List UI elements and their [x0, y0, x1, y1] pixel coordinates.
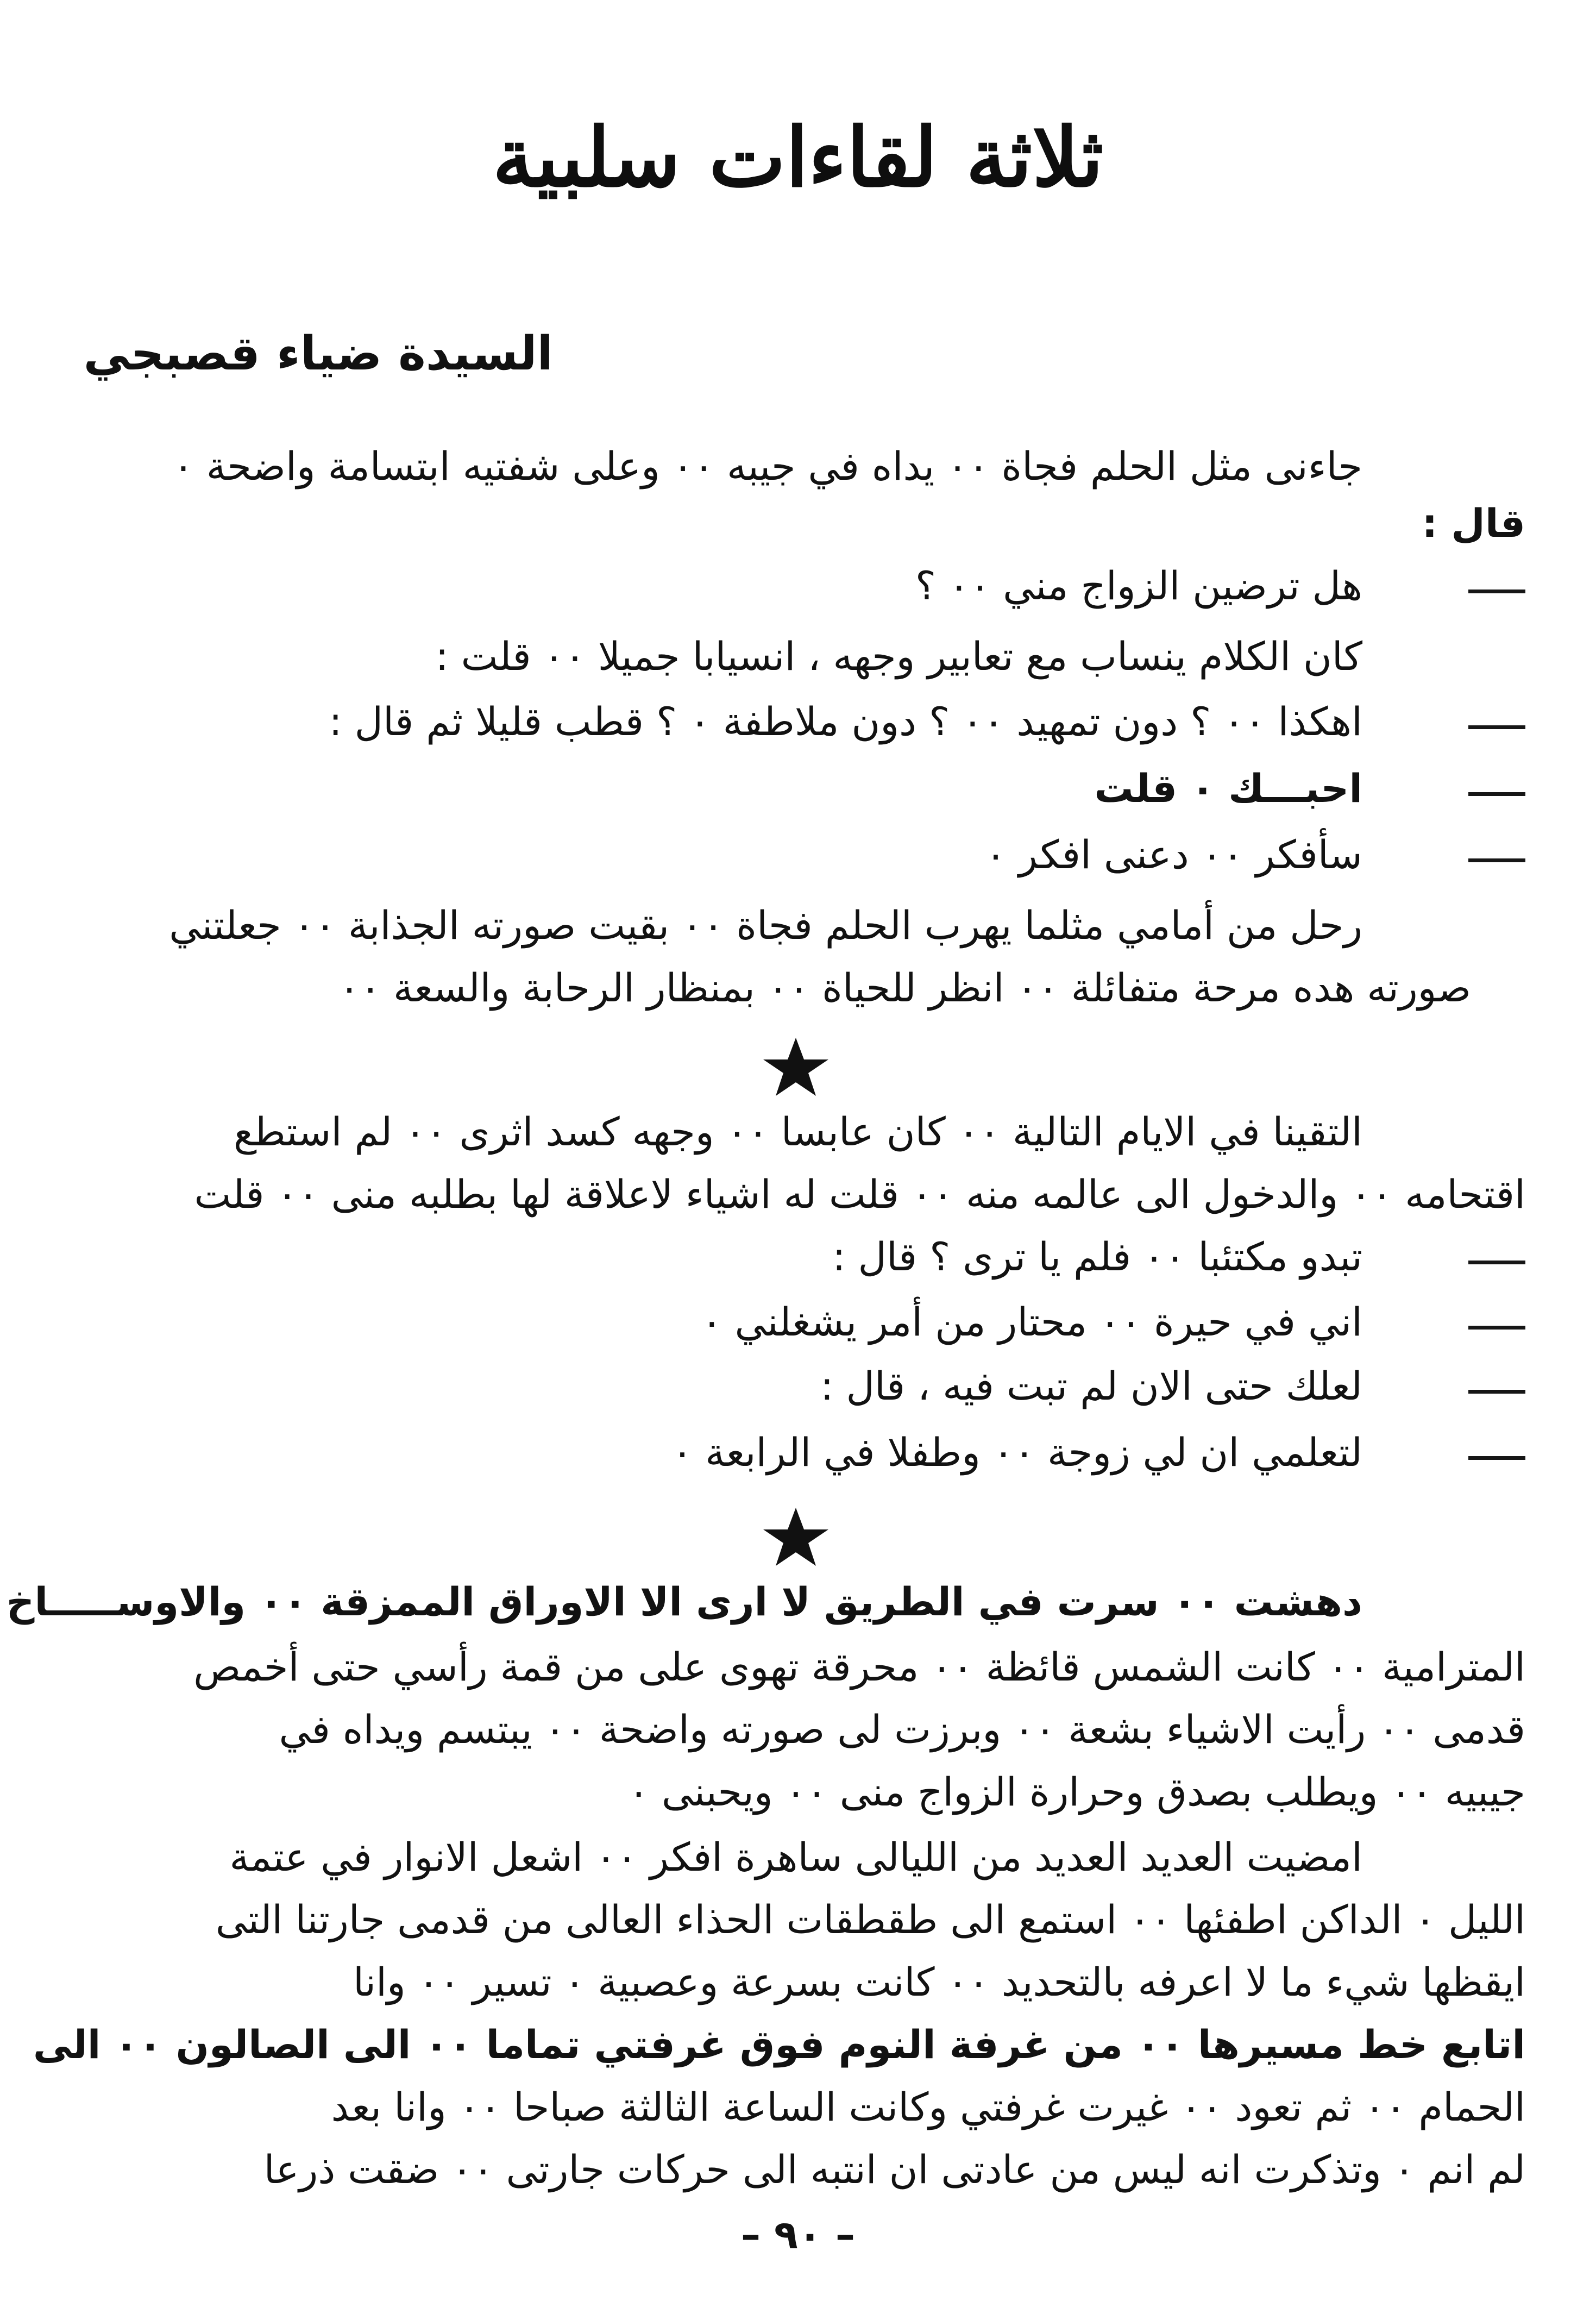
- dialogue-dash: [1468, 590, 1525, 593]
- text-line: التقينا في الايام التالية ٠٠ كان عابسا ٠٠ وجهه كسد اثرى ٠٠ لم استطع: [234, 1109, 1362, 1155]
- text-line: امضيت العديد العديد من الليالى ساهرة افكر ٠٠ اشعل الانوار في عتمة: [229, 1834, 1362, 1880]
- text-line: جيبيه ٠٠ ويطلب بصدق وحرارة الزواج منى ٠٠ ويحبنى ٠: [628, 1769, 1525, 1815]
- text-line: الليل ٠ الداكن اطفئها ٠٠ استمع الى طقطقات الحذاء العالى من قدمى جارتنا التى: [215, 1897, 1525, 1942]
- dialogue-line: لعلك حتى الان لم تبت فيه ، قال :: [820, 1363, 1362, 1409]
- star-icon: [752, 1505, 839, 1570]
- text-line: دهشت ٠٠ سرت في الطريق لا ارى الا الاوراق الممزقة ٠٠ والاوســـــاخ: [6, 1579, 1362, 1625]
- star-icon: [752, 1035, 839, 1100]
- text-line: قدمى ٠٠ رأيت الاشياء بشعة ٠٠ وبرزت لى صورته واضحة ٠٠ يبتسم ويداه في: [279, 1707, 1525, 1752]
- dialogue-line: اهكذا ٠٠ ؟ دون تمهيد ٠٠ ؟ دون ملاطفة ٠ ؟ قطب قليلا ثم قال :: [329, 699, 1362, 744]
- dialogue-dash: [1468, 858, 1525, 862]
- text-line: رحل من أمامي مثلما يهرب الحلم فجاة ٠٠ بقيت صورته الجذابة ٠٠ جعلتني: [169, 902, 1362, 948]
- text-line: المترامية ٠٠ كانت الشمس قائظة ٠٠ محرقة تهوى على من قمة رأسي حتى أخمص: [193, 1644, 1525, 1690]
- page-number: – ٩٠ –: [740, 2212, 856, 2258]
- dialogue-dash: [1468, 1456, 1525, 1460]
- page-title: ثلاثة لقاءات سلبية: [492, 110, 1104, 205]
- text-line: قال :: [1422, 500, 1525, 546]
- dialogue-line: تبدو مكتئبا ٠٠ فلم يا ترى ؟ قال :: [832, 1234, 1362, 1280]
- text-line: ايقظها شيء ما لا اعرفه بالتحديد ٠٠ كانت بسرعة وعصبية ٠ تسير ٠٠ وانا: [353, 1959, 1525, 2005]
- text-line: اتابع خط مسيرها ٠٠ من غرفة النوم فوق غرفتي تماما ٠٠ الى الصالون ٠٠ الى: [33, 2022, 1525, 2067]
- dialogue-dash: [1468, 1326, 1525, 1330]
- dialogue-line: لتعلمي ان لي زوجة ٠٠ وطفلا في الرابعة ٠: [671, 1429, 1362, 1475]
- dialogue-line: سأفكر ٠٠ دعنى افكر ٠: [985, 832, 1362, 877]
- dialogue-line: هل ترضين الزواج مني ٠٠ ؟: [915, 563, 1362, 609]
- dialogue-dash: [1468, 725, 1525, 729]
- text-line: الحمام ٠٠ ثم تعود ٠٠ غيرت غرفتي وكانت الساعة الثالثة صباحا ٠٠ وانا بعد: [331, 2084, 1525, 2130]
- text-line: لم انم ٠ وتذكرت انه ليس من عادتى ان انتبه الى حركات جارتى ٠٠ ضقت ذرعا: [263, 2147, 1525, 2192]
- text-line: اقتحامه ٠٠ والدخول الى عالمه منه ٠٠ قلت له اشياء لاعلاقة لها بطلبه منى ٠٠ قلت: [194, 1171, 1525, 1217]
- text-line: صورته هده مرحة متفائلة ٠٠ انظر للحياة ٠٠ بمنظار الرحابة والسعة ٠٠: [338, 965, 1471, 1011]
- dialogue-dash: [1468, 1390, 1525, 1394]
- dialogue-line: اني في حيرة ٠٠ محتار من أمر يشغلني ٠: [701, 1299, 1362, 1345]
- dialogue-dash: [1468, 792, 1525, 796]
- text-line: جاءنى مثل الحلم فجاة ٠٠ يداه في جيبه ٠٠ وعلى شفتيه ابتسامة واضحة ٠: [173, 443, 1362, 489]
- author-name: السيدة ضياء قصبجي: [83, 327, 553, 381]
- text-line: كان الكلام ينساب مع تعابير وجهه ، انسيابا جميلا ٠٠ قلت :: [435, 634, 1362, 679]
- dialogue-line: احبـــك ٠ قلت: [1094, 766, 1362, 811]
- dialogue-dash: [1468, 1261, 1525, 1264]
